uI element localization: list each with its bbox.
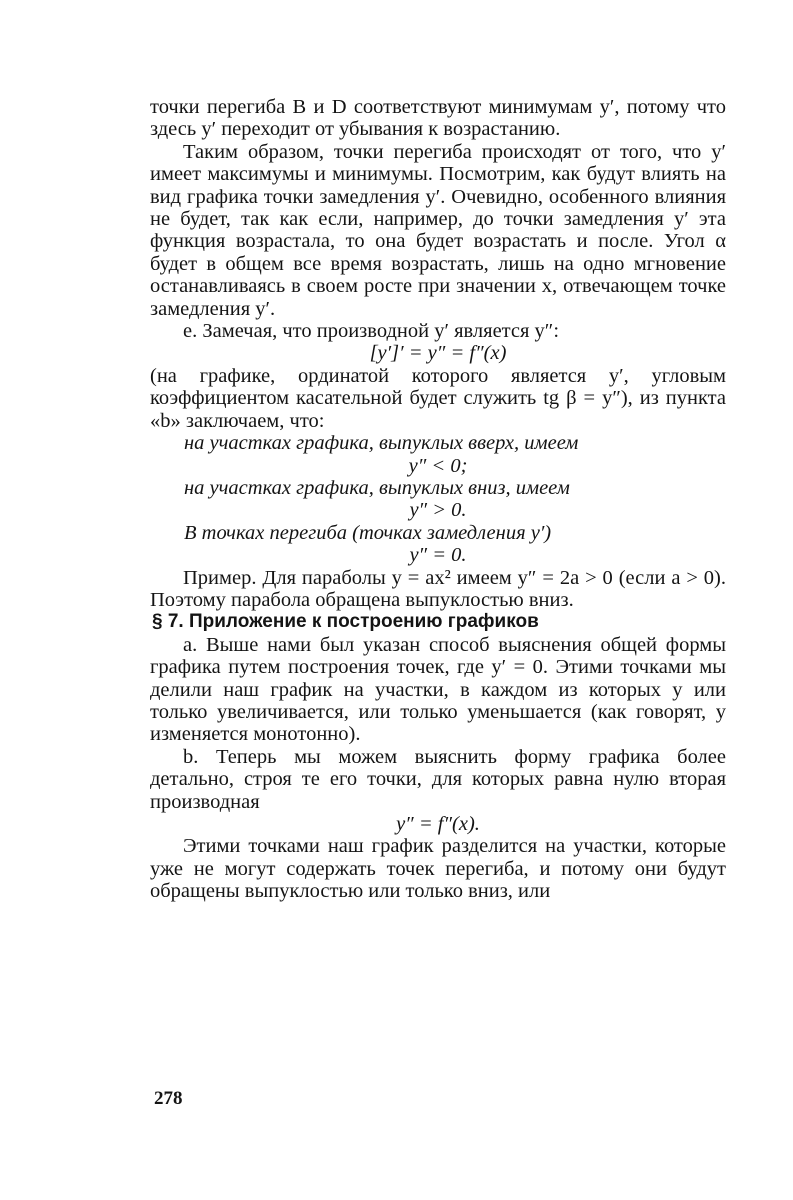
formula-negative: y″ < 0; [408, 454, 468, 477]
paragraph-inflection-explanation: Таким образом, точки перегиба происходят от того, что y′ имеет максимумы и минимумы. Посмотрим, как будут влиять на вид графика точки замедления y′. Очевидно, особенного влияния не будет, так как если, например, до точки замедления y′ эта функция возрастала, то она будет возрастать и после. Угол α будет в общем все время возрастать, лишь на одно мгновение останавливаясь в своем росте при значении x, отвечающем точке замедления y′. [150, 140, 726, 320]
page-number: 278 [154, 1088, 183, 1109]
italic-convex-down: на участках графика, выпуклых вниз, имеем [184, 476, 570, 499]
section-heading: § 7. Приложение к построению графиков [152, 611, 539, 633]
paragraph-sections-conclusion: Этими точками наш график разделится на участки, которые уже не могут содержать точек перегиба, и потому они будут обращены выпуклостью или только вниз, или [150, 835, 726, 903]
formula-positive: y″ > 0. [409, 499, 467, 522]
paragraph-inflection-minima: точки перегиба B и D соответствуют минимумам y′, потому что здесь y′ переходит от убывания к возрастанию. [150, 96, 726, 141]
paragraph-slope-note: (на графике, ординатой которого является y′, угловым коэффициентом касательной будет служить tg β = y″), из пункта «b» заключаем, что: [150, 364, 726, 432]
formula-derivative-identity: [y′]′ = y″ = f″(x) [369, 342, 507, 365]
paragraph-second-derivative: е. Замечая, что производной y′ является y″: [183, 320, 560, 343]
italic-inflection-points: В точках перегиба (точках замедления y′) [184, 521, 552, 544]
formula-second-derivative: y″ = f″(x). [396, 813, 480, 835]
paragraph-method-b: b. Теперь мы можем выяснить форму графика более детально, строя те его точки, для которых равна нулю вторая производная [150, 745, 726, 813]
text-column [150, 96, 726, 903]
paragraph-parabola-example: Пример. Для параболы y = ax² имеем y″ = 2a > 0 (если a > 0). Поэтому парабола обращена выпуклостью вниз. [150, 566, 726, 611]
italic-convex-up: на участках графика, выпуклых вверх, имеем [184, 432, 579, 455]
formula-zero: y″ = 0. [409, 544, 467, 567]
paragraph-method-a: а. Выше нами был указан способ выяснения общей формы графика путем построения точек, где y′ = 0. Этими точками мы делили наш график на участки, в каждом из которых y или только увеличивается, или только уменьшается (как говорят, y изменяется монотонно). [150, 633, 726, 746]
